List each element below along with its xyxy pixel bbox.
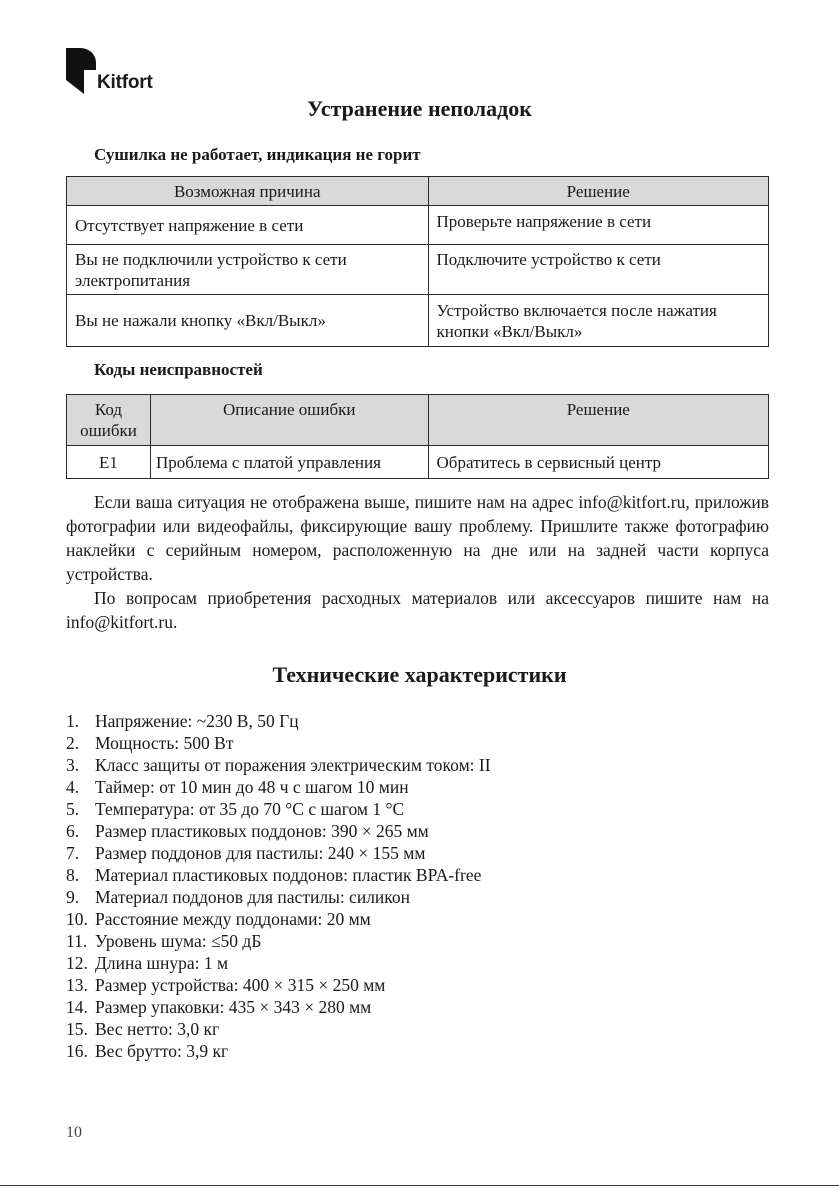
item-number: 15. — [66, 1019, 88, 1039]
error-description-cell: Проблема с платой управления — [150, 446, 428, 479]
item-number: 7. — [66, 843, 80, 863]
contact-paragraph-1: Если ваша ситуация не отображена выше, пишите нам на адрес info@kitfort.ru, приложив фотографии или видеофайлы, фиксирующие вашу проблему. Пришлите также фотографию наклейки с серийным номером, расположенную на дне или на задней части корпуса устройства. — [66, 492, 769, 584]
solution-cell: Проверьте напряжение в сети — [428, 206, 769, 245]
list-item — [66, 798, 491, 820]
troubleshooting-subtitle: Сушилка не работает, индикация не горит — [94, 145, 421, 164]
header-cause: Возможная причина — [67, 177, 429, 206]
table-header-row — [67, 177, 769, 206]
header-solution: Решение — [428, 395, 768, 446]
table-row — [67, 295, 769, 347]
list-item — [66, 820, 491, 842]
item-text: Класс защиты от поражения электрическим током: II — [95, 755, 491, 775]
item-number: 14. — [66, 997, 88, 1017]
item-number: 9. — [66, 887, 80, 907]
item-number: 16. — [66, 1041, 88, 1061]
kitfort-logo — [66, 48, 153, 94]
list-item — [66, 886, 491, 908]
list-item — [66, 732, 491, 754]
cause-cell: Вы не нажали кнопку «Вкл/Выкл» — [67, 295, 429, 347]
kitfort-logo-icon — [66, 48, 96, 94]
table-row — [67, 245, 769, 295]
item-number: 11. — [66, 931, 88, 951]
item-number: 10. — [66, 909, 88, 929]
item-text: Напряжение: ~230 В, 50 Гц — [95, 711, 299, 731]
contact-text — [66, 490, 769, 634]
list-item — [66, 930, 491, 952]
item-text: Длина шнура: 1 м — [95, 953, 229, 973]
error-codes-table — [66, 394, 769, 479]
item-number: 5. — [66, 799, 80, 819]
cause-cell: Вы не подключили устройство к сети электропитания — [67, 245, 429, 295]
item-text: Температура: от 35 до 70 °С с шагом 1 °С — [95, 799, 405, 819]
item-text: Материал пластиковых поддонов: пластик BPA-free — [95, 865, 482, 885]
solution-cell: Устройство включается после нажатия кнопки «Вкл/Выкл» — [428, 295, 769, 347]
header-solution: Решение — [428, 177, 769, 206]
item-text: Размер упаковки: 435 × 343 × 280 мм — [95, 997, 372, 1017]
list-item — [66, 754, 491, 776]
list-item — [66, 842, 491, 864]
item-text: Размер устройства: 400 × 315 × 250 мм — [95, 975, 386, 995]
item-number: 8. — [66, 865, 80, 885]
error-code-cell: E1 — [67, 446, 151, 479]
page-divider — [0, 1185, 839, 1186]
list-item — [66, 864, 491, 886]
error-solution-cell: Обратитесь в сервисный центр — [428, 446, 768, 479]
item-number: 12. — [66, 953, 88, 973]
list-item — [66, 710, 491, 732]
troubleshooting-title: Устранение неполадок — [307, 96, 532, 121]
list-item — [66, 996, 491, 1018]
brand-name: Kitfort — [97, 72, 153, 93]
list-item — [66, 1018, 491, 1040]
contact-paragraph-2: По вопросам приобретения расходных материалов или аксессуаров пишите нам на info@kitfort.ru. — [66, 588, 769, 632]
specs-list — [66, 710, 491, 1062]
item-text: Вес нетто: 3,0 кг — [95, 1019, 220, 1039]
item-number: 4. — [66, 777, 80, 797]
page-number: 10 — [66, 1124, 82, 1141]
list-item — [66, 776, 491, 798]
list-item — [66, 974, 491, 996]
item-number: 2. — [66, 733, 80, 753]
header-code: Код ошибки — [67, 395, 151, 446]
item-text: Мощность: 500 Вт — [95, 733, 234, 753]
table-header-row — [67, 395, 769, 446]
list-item — [66, 1040, 491, 1062]
solution-cell: Подключите устройство к сети — [428, 245, 769, 295]
item-text: Материал поддонов для пастилы: силикон — [95, 887, 411, 907]
item-text: Расстояние между поддонами: 20 мм — [95, 909, 371, 929]
header-description: Описание ошибки — [150, 395, 428, 446]
list-item — [66, 908, 491, 930]
item-text: Размер пластиковых поддонов: 390 × 265 мм — [95, 821, 429, 841]
table-row — [67, 206, 769, 245]
item-number: 3. — [66, 755, 80, 775]
error-codes-title: Коды неисправностей — [94, 360, 263, 379]
table-row — [67, 446, 769, 479]
cause-cell: Отсутствует напряжение в сети — [67, 206, 429, 245]
specs-title: Технические характеристики — [272, 662, 567, 687]
item-number: 13. — [66, 975, 88, 995]
item-text: Вес брутто: 3,9 кг — [95, 1041, 229, 1061]
item-text: Уровень шума: ≤50 дБ — [95, 931, 262, 951]
item-number: 1. — [66, 711, 80, 731]
list-item — [66, 952, 491, 974]
troubleshooting-table — [66, 176, 769, 347]
item-number: 6. — [66, 821, 80, 841]
item-text: Размер поддонов для пастилы: 240 × 155 мм — [95, 843, 426, 863]
item-text: Таймер: от 10 мин до 48 ч с шагом 10 мин — [95, 777, 409, 797]
